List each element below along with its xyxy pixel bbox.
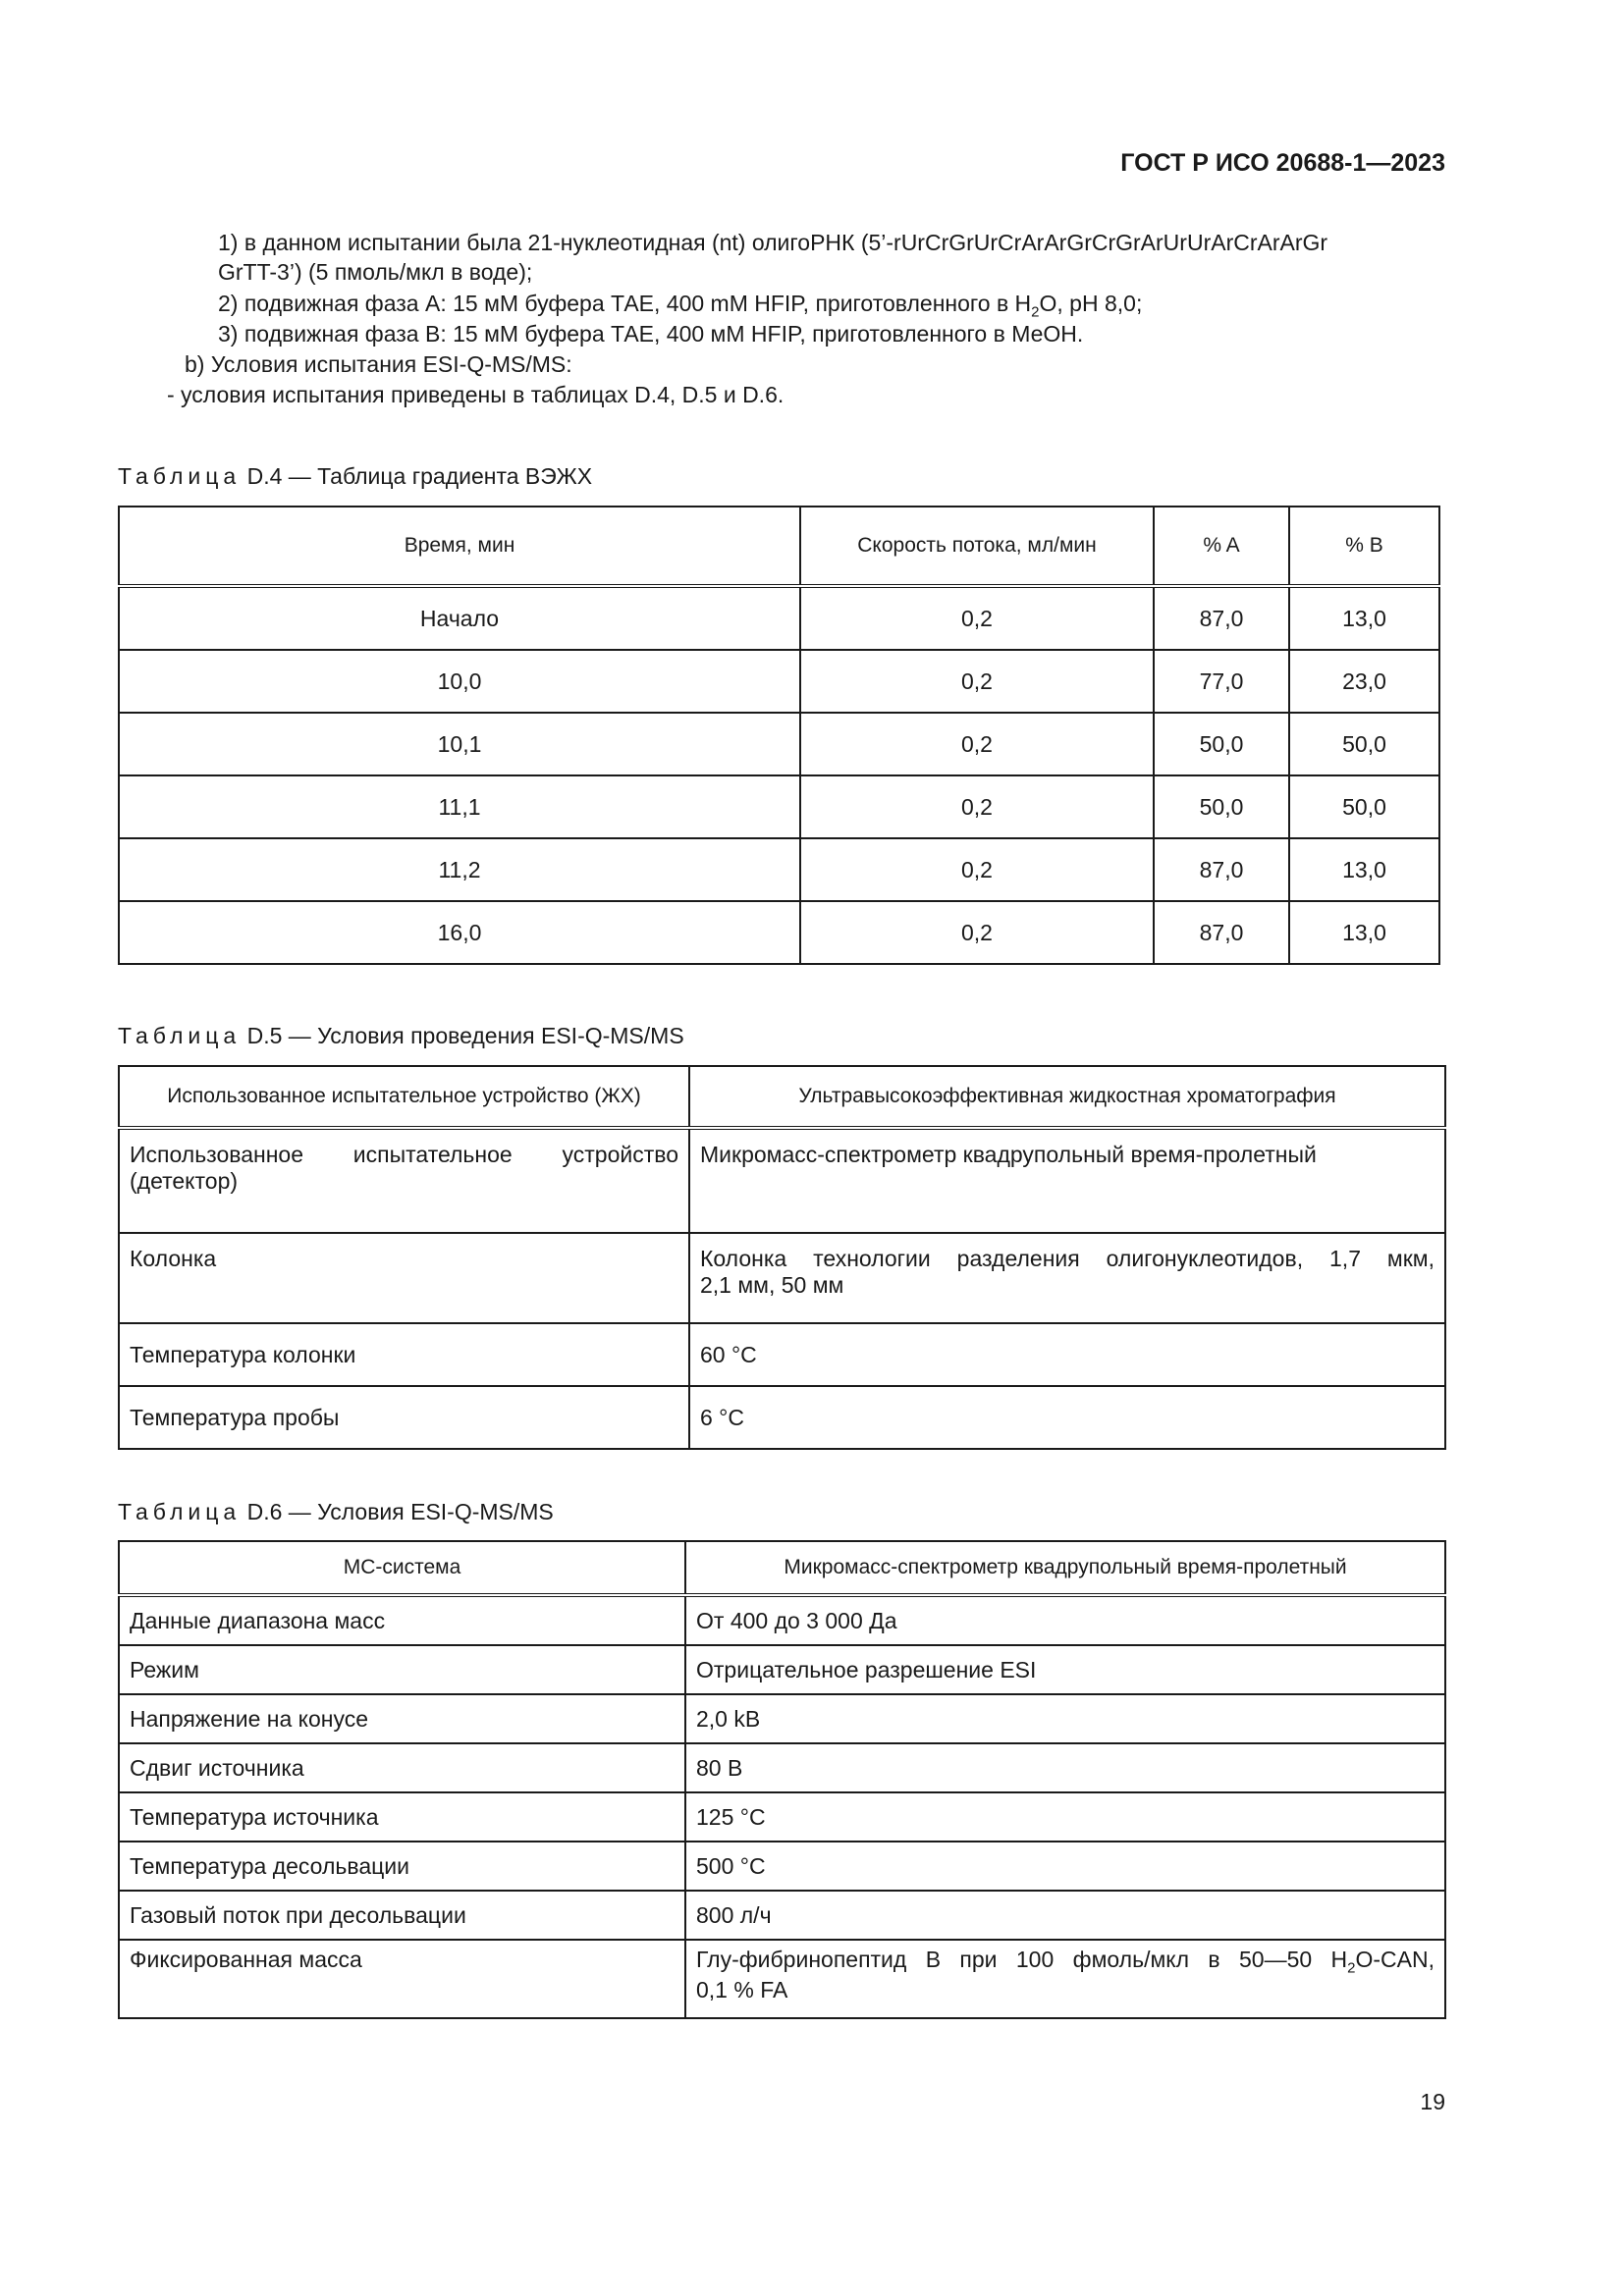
table-d5-caption bbox=[118, 1023, 684, 1049]
table-d4-header-row bbox=[119, 507, 1439, 586]
table-d5 bbox=[118, 1065, 1446, 1450]
table-row bbox=[119, 1891, 1445, 1940]
table-d4-header-flow: Скорость потока, мл/мин bbox=[800, 507, 1154, 586]
table-d5-value bbox=[689, 1233, 1445, 1323]
table-d4-cell: 50,0 bbox=[1289, 713, 1439, 775]
table-d6-label: Фиксированная масса bbox=[119, 1940, 685, 2018]
table-d5-caption-word: Таблица bbox=[118, 1023, 242, 1048]
table-d4-caption bbox=[118, 463, 592, 490]
table-d4-cell: 11,1 bbox=[119, 775, 800, 838]
table-d6-header-right: Микромасс-спектрометр квадрупольный время-пролетный bbox=[685, 1541, 1445, 1595]
table-d5-value: Микромасс-спектрометр квадрупольный время-пролетный bbox=[689, 1128, 1445, 1233]
table-d4-cell: 11,2 bbox=[119, 838, 800, 901]
table-d5-value-line1: Колонка технологии разделения олигонуклеотидов, 1,7 мкм, bbox=[700, 1246, 1435, 1271]
table-d6-label: Напряжение на конусе bbox=[119, 1694, 685, 1743]
table-d5-label: Температура пробы bbox=[119, 1386, 689, 1449]
table-d6-value: 800 л/ч bbox=[685, 1891, 1445, 1940]
table-d6-header-row bbox=[119, 1541, 1445, 1595]
table-d6-label: Газовый поток при десольвации bbox=[119, 1891, 685, 1940]
table-d6-value: 125 °C bbox=[685, 1792, 1445, 1842]
table-d6-caption-word: Таблица bbox=[118, 1499, 242, 1524]
table-row bbox=[119, 1128, 1445, 1233]
table-d5-value: 6 °C bbox=[689, 1386, 1445, 1449]
table-d4-cell: 77,0 bbox=[1154, 650, 1289, 713]
table-d4-cell: 87,0 bbox=[1154, 838, 1289, 901]
table-d6-value: От 400 до 3 000 Да bbox=[685, 1595, 1445, 1645]
item-b: b) Условия испытания ESI-Q-MS/MS: bbox=[185, 351, 572, 377]
table-d6-caption-text: D.6 — Условия ESI-Q-MS/MS bbox=[241, 1499, 554, 1524]
table-row bbox=[119, 1792, 1445, 1842]
table-row bbox=[119, 1386, 1445, 1449]
table-d6-value: Отрицательное разрешение ESI bbox=[685, 1645, 1445, 1694]
page-number: 19 bbox=[1420, 2089, 1445, 2114]
table-d4-cell: 0,2 bbox=[800, 775, 1154, 838]
table-d6-label: Режим bbox=[119, 1645, 685, 1694]
table-d6-header-left: МС-система bbox=[119, 1541, 685, 1595]
table-d4-cell: 10,0 bbox=[119, 650, 800, 713]
table-d5-caption-text: D.5 — Условия проведения ESI-Q-MS/MS bbox=[241, 1023, 684, 1048]
item-2-text: 2) подвижная фаза А: 15 мМ буфера ТАЕ, 400 mM HFIP, приготовленного в H bbox=[218, 291, 1032, 316]
table-d6-value-subscript: 2 bbox=[1347, 1959, 1356, 1977]
table-d6-value: 500 °C bbox=[685, 1842, 1445, 1891]
table-d4-caption-word: Таблица bbox=[118, 463, 242, 489]
table-d4-cell: 0,2 bbox=[800, 901, 1154, 964]
table-d4 bbox=[118, 506, 1440, 965]
table-d4-cell: 16,0 bbox=[119, 901, 800, 964]
table-d5-value: 60 °C bbox=[689, 1323, 1445, 1386]
table-d4-cell: 0,2 bbox=[800, 650, 1154, 713]
table-row bbox=[119, 1645, 1445, 1694]
table-d5-header-right: Ультравысокоэффективная жидкостная хроматография bbox=[689, 1066, 1445, 1128]
table-row bbox=[119, 901, 1439, 964]
table-d4-header-b: % B bbox=[1289, 507, 1439, 586]
table-d6-label: Температура источника bbox=[119, 1792, 685, 1842]
table-d6-label: Температура десольвации bbox=[119, 1842, 685, 1891]
table-d5-label-line2: (детектор) bbox=[130, 1168, 239, 1194]
table-d4-cell: 23,0 bbox=[1289, 650, 1439, 713]
table-d6 bbox=[118, 1540, 1446, 2019]
document-header: ГОСТ Р ИСО 20688-1—2023 bbox=[1120, 149, 1445, 177]
table-row bbox=[119, 713, 1439, 775]
table-d5-label: Колонка bbox=[119, 1233, 689, 1323]
table-d4-cell: 13,0 bbox=[1289, 586, 1439, 650]
table-d6-label: Сдвиг источника bbox=[119, 1743, 685, 1792]
table-row bbox=[119, 1940, 1445, 2018]
table-d4-header-a: % A bbox=[1154, 507, 1289, 586]
table-row bbox=[119, 1694, 1445, 1743]
table-d5-label bbox=[119, 1128, 689, 1233]
table-row bbox=[119, 838, 1439, 901]
item-1-line-1: 1) в данном испытании была 21-нуклеотидная (nt) олигоРНК (5’-rUrCrGrUrCrArArGrCrGrArUrUrArCrArArGr bbox=[218, 230, 1328, 255]
table-d6-value-tail: O-CAN, bbox=[1355, 1947, 1435, 1972]
table-d6-value: 2,0 kB bbox=[685, 1694, 1445, 1743]
table-d5-header-row bbox=[119, 1066, 1445, 1128]
table-d4-cell: 87,0 bbox=[1154, 586, 1289, 650]
table-row bbox=[119, 1595, 1445, 1645]
table-d4-cell: 0,2 bbox=[800, 838, 1154, 901]
item-1-line-2: GrTT-3’) (5 пмоль/мкл в воде); bbox=[218, 259, 533, 285]
table-row bbox=[119, 1323, 1445, 1386]
table-d6-value-line1 bbox=[696, 1947, 1435, 1977]
table-d4-cell: 0,2 bbox=[800, 713, 1154, 775]
table-row bbox=[119, 586, 1439, 650]
table-d6-value-line2: 0,1 % FA bbox=[696, 1976, 788, 2002]
table-d4-cell: 0,2 bbox=[800, 586, 1154, 650]
table-d5-label: Температура колонки bbox=[119, 1323, 689, 1386]
item-3: 3) подвижная фаза В: 15 мМ буфера ТАЕ, 400 мМ HFIP, приготовленного в МеОН. bbox=[218, 321, 1084, 347]
table-row bbox=[119, 1743, 1445, 1792]
table-row bbox=[119, 650, 1439, 713]
table-d6-caption bbox=[118, 1499, 554, 1525]
table-d4-cell: 87,0 bbox=[1154, 901, 1289, 964]
table-d4-cell: 13,0 bbox=[1289, 901, 1439, 964]
table-d6-value-text: Глу-фибринопептид В при 100 фмоль/мкл в 50—50 H bbox=[696, 1947, 1348, 1972]
table-d5-header-left: Использованное испытательное устройство (ЖХ) bbox=[119, 1066, 689, 1128]
table-d5-label-line1: Использованное испытательное устройство bbox=[130, 1142, 678, 1167]
item-2-subscript: 2 bbox=[1031, 303, 1040, 321]
table-row bbox=[119, 1842, 1445, 1891]
table-d6-label: Данные диапазона масс bbox=[119, 1595, 685, 1645]
table-d6-value: 80 B bbox=[685, 1743, 1445, 1792]
table-d4-cell: 50,0 bbox=[1154, 713, 1289, 775]
table-d4-cell: Начало bbox=[119, 586, 800, 650]
table-d5-value-line2: 2,1 мм, 50 мм bbox=[700, 1272, 844, 1298]
item-dash: - условия испытания приведены в таблицах D.4, D.5 и D.6. bbox=[167, 382, 785, 407]
table-d6-value bbox=[685, 1940, 1445, 2018]
table-d4-caption-text: D.4 — Таблица градиента ВЭЖХ bbox=[241, 463, 593, 489]
table-d4-cell: 13,0 bbox=[1289, 838, 1439, 901]
table-row bbox=[119, 1233, 1445, 1323]
table-row bbox=[119, 775, 1439, 838]
table-d4-cell: 10,1 bbox=[119, 713, 800, 775]
item-2-tail: O, pH 8,0; bbox=[1039, 291, 1143, 316]
table-d4-cell: 50,0 bbox=[1289, 775, 1439, 838]
table-d4-cell: 50,0 bbox=[1154, 775, 1289, 838]
table-d4-header-time: Время, мин bbox=[119, 507, 800, 586]
